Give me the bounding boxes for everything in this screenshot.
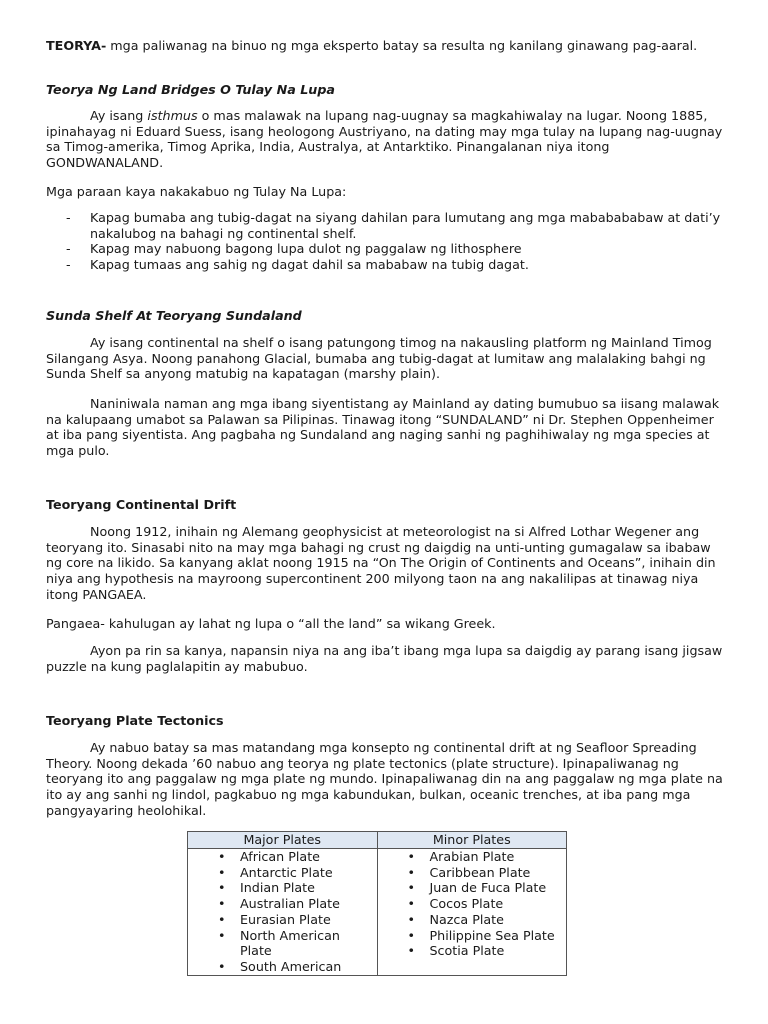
list-item: • North American Plate [188,928,377,959]
list-item: • African Plate [188,849,377,865]
list-item: • Arabian Plate [378,849,567,865]
sunda-paragraph-1: Ay isang continental na shelf o isang patungong timog na nakausling platform ng Mainland Timog Silangang Asya. Noong panahong Glacial, bumaba ang tubig-dagat at lumitaw ang malalaking bahgi ng Sunda Shelf sa anyong matubig na kapatagan (marshy plain). [46,335,712,382]
major-plates-cell [188,849,378,976]
land-bridges-list [66,210,726,273]
list-item: - Kapag tumaas ang sahig ng dagat dahil sa mababaw na tubig dagat. [66,257,726,273]
list-item: • Australian Plate [188,896,377,912]
continental-drift-paragraph-2: Pangaea- kahulugan ay lahat ng lupa o “all the land” sa wikang Greek. [46,616,496,631]
land-bridges-p1-post: o mas malawak na lupang nag-uugnay sa magkahiwalay na lugar. Noong 1885, ipinahayag ni Eduard Suess, isang heologong Austriyano, na dating may mga tulay na lupang nag-uugnay sa Timog-amerika, Timog Aprika, India, Australya, at Antarktiko. Pinangalanan niya itong GONDWANALAND. [46,108,723,171]
land-bridges-paragraph [46,108,726,171]
list-item: • Cocos Plate [378,896,567,912]
list-item: • Juan de Fuca Plate [378,880,567,896]
list-item: - Kapag bumaba ang tubig-dagat na siyang dahilan para lumutang ang mga mababababaw at dati’y nakalubog na bahagi ng continental shelf. [66,210,726,241]
intro-term: TEORYA- [46,38,107,53]
plates-table [187,831,567,976]
list-item: • Antarctic Plate [188,865,377,881]
list-item: • Eurasian Plate [188,912,377,928]
continental-drift-heading: Teoryang Continental Drift [46,497,237,512]
minor-plates-list [378,849,567,959]
list-item: • South American [188,959,377,975]
table-row [188,849,567,976]
land-bridges-p1-italic: isthmus [147,108,198,123]
continental-drift-paragraph-3: Ayon pa rin sa kanya, napansin niya na ang iba’t ibang mga lupa sa daigdig ay parang isang jigsaw puzzle na kung paglalapitin ay mabubuo. [46,643,723,674]
intro-paragraph [46,38,726,54]
major-plates-list [188,849,377,975]
list-item: • Caribbean Plate [378,865,567,881]
plate-tectonics-heading: Teoryang Plate Tectonics [46,713,224,728]
land-bridges-list-intro: Mga paraan kaya nakakabuo ng Tulay Na Lupa: [46,184,347,199]
intro-text: mga paliwanag na binuo ng mga eksperto batay sa resulta ng kanilang ginawang pag-aaral. [110,38,698,53]
plate-tectonics-paragraph: Ay nabuo batay sa mas matandang mga konsepto ng continental drift at ng Seafloor Spreading Theory. Noong dekada ’60 nabuo ang teorya ng plate tectonics (plate structure). Ipinapaliwanag ng teoryang ito ang paggalaw ng mga plate ng mundo. Ipinapaliwanag din na ang paggalaw ng mga plate na ito ay ang sanhi ng lindol, pagkabuo ng mga kabundukan, bulkan, oceanic trenches, at iba pang mga pangyayaring heolohikal. [46,740,723,818]
list-item: • Indian Plate [188,880,377,896]
sunda-heading: Sunda Shelf At Teoryang Sundaland [46,308,302,323]
minor-plates-cell [377,849,567,976]
major-plates-header: Major Plates [188,832,378,849]
land-bridges-p1-pre: Ay isang [90,108,144,123]
list-item: - Kapag may nabuong bagong lupa dulot ng paggalaw ng lithosphere [66,241,726,257]
continental-drift-paragraph-1: Noong 1912, inihain ng Alemang geophysicist at meteorologist na si Alfred Lothar Wegener ang teoryang ito. Sinasabi nito na may mga bahagi ng crust ng daigdig na unti-unting gumagalaw sa ibabaw ng core na likido. Sa kanyang aklat noong 1915 na “On The Origin of Continents and Oceans”, inihain din niya ang hypothesis na mayroong supercontinent 200 milyong taon na ang nakalilipas at tinawag niya itong PANGAEA. [46,524,716,602]
list-item: • Philippine Sea Plate [378,928,567,944]
land-bridges-heading: Teorya Ng Land Bridges O Tulay Na Lupa [46,82,335,97]
table-header-row [188,832,567,849]
sunda-paragraph-2: Naniniwala naman ang mga ibang siyentistang ay Mainland ay dating bumubuo sa iisang malawak na kalupaang umabot sa Palawan sa Pilipinas. Tinawag itong “SUNDALAND” ni Dr. Stephen Oppenheimer at iba pang siyentista. Ang pagbaha ng Sundaland ang naging sanhi ng paghihiwalay ng mga species at mga pulo. [46,396,720,459]
list-item: • Nazca Plate [378,912,567,928]
minor-plates-header: Minor Plates [377,832,567,849]
list-item: • Scotia Plate [378,943,567,959]
